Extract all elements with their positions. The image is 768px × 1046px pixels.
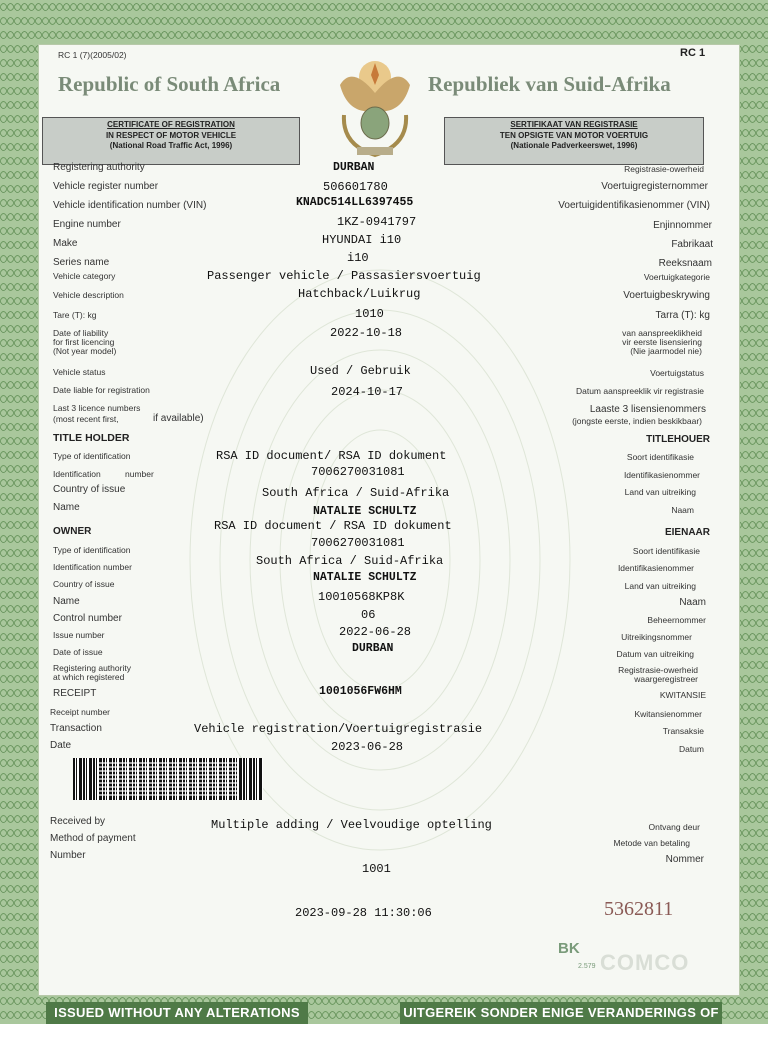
label-af-issue: Uitreikingsnommer xyxy=(621,632,692,642)
label-af-transaction: Transaksie xyxy=(662,726,704,736)
value-series: i10 xyxy=(347,251,369,265)
label-last3: Last 3 licence numbers xyxy=(53,403,141,413)
value-status: Used / Gebruik xyxy=(310,364,411,378)
value-ow-idnum: 7006270031081 xyxy=(311,536,405,550)
label-af-date-issue: Datum van uitreiking xyxy=(616,649,694,659)
label-af-number: Nommer xyxy=(665,854,704,865)
label-af-engine: Enjinnommer xyxy=(653,220,712,231)
label-category: Vehicle category xyxy=(53,271,116,281)
label-th-type: Type of identification xyxy=(53,451,131,461)
certificate-title-box-af xyxy=(444,117,704,165)
value-ow-country: South Africa / Suid-Afrika xyxy=(256,554,444,568)
value-register-number: 506601780 xyxy=(323,180,388,194)
value-number: 1001 xyxy=(362,862,391,876)
label-make: Make xyxy=(53,238,78,249)
label-vin: Vehicle identification number (VIN) xyxy=(53,200,207,211)
value-make: HYUNDAI i10 xyxy=(322,233,402,247)
label-receipt: RECEIPT xyxy=(53,688,97,699)
label-af-received-by: Ontvang deur xyxy=(648,822,700,832)
label-af-liability-3: (Nie jaarmodel nie) xyxy=(630,346,702,356)
label-af-th-type: Soort identifikasie xyxy=(626,452,694,462)
label-register-number: Vehicle register number xyxy=(53,181,159,192)
bk-stamp-code: 2.579 xyxy=(578,963,596,970)
label-af-make: Fabrikaat xyxy=(671,239,713,250)
label-af-liability-1: van aanspreeklikheid xyxy=(622,328,702,338)
footer-english: ISSUED WITHOUT ANY ALTERATIONS OR ERASURES xyxy=(46,1002,308,1024)
label-af-method: Metode van betaling xyxy=(613,838,690,848)
label-af-date: Datum xyxy=(678,744,704,754)
label-af-reg-auth-2: waargeregistreer xyxy=(634,674,698,684)
value-th-idnum: 7006270031081 xyxy=(311,465,405,479)
label-reg-auth-2: at which registered xyxy=(53,672,125,682)
label-th-idnum: Identification xyxy=(53,469,101,479)
label-af-liability xyxy=(622,329,702,356)
label-description: Vehicle description xyxy=(53,290,124,300)
cert-line-1: CERTIFICATE OF REGISTRATION xyxy=(107,120,235,129)
label-liability-2: for first licencing xyxy=(53,337,115,347)
footer-afrikaans: UITGEREIK SONDER ENIGE VERANDERINGS OF UITKRAPPINGS xyxy=(400,1002,722,1024)
label-liability-3: (Not year model) xyxy=(53,346,117,356)
value-engine: 1KZ-0941797 xyxy=(337,215,417,229)
label-af-ow-type: Soort identifikasie xyxy=(632,546,700,556)
label-af-series: Reeksnaam xyxy=(658,258,712,269)
label-transaction: Transaction xyxy=(50,723,102,734)
value-registering-authority: DURBAN xyxy=(333,161,375,174)
bk-stamp: BK xyxy=(558,940,580,957)
form-code-right: RC 1 xyxy=(680,47,706,59)
cert-line-3-af: (Nationale Padverkeerswet, 1996) xyxy=(510,141,638,150)
label-receipt-number: Receipt number xyxy=(50,707,111,717)
value-timestamp: 2023-09-28 11:30:06 xyxy=(295,906,432,920)
label-th-idnum-2: number xyxy=(125,469,154,479)
label-af-tare: Tarra (T): kg xyxy=(655,310,710,321)
label-af-liability-2: vir eerste lisensiering xyxy=(622,337,702,347)
label-last3-note-2: if available) xyxy=(153,413,204,424)
value-issue: 06 xyxy=(361,608,376,622)
cert-line-3: (National Road Traffic Act, 1996) xyxy=(109,141,233,150)
label-th-name: Name xyxy=(53,502,80,513)
label-af-category: Voertuigkategorie xyxy=(643,272,710,282)
watermark: COMCO xyxy=(600,950,690,975)
value-ow-type: RSA ID document / RSA ID dokument xyxy=(214,519,452,533)
value-th-country: South Africa / Suid-Afrika xyxy=(262,486,450,500)
label-control: Control number xyxy=(53,613,122,624)
label-af-th-name: Naam xyxy=(671,505,694,515)
serial-number: 5362811 xyxy=(604,898,674,920)
value-vin: KNADC514LL6397455 xyxy=(296,196,414,209)
value-date-issue: 2022-06-28 xyxy=(339,625,412,639)
label-received-by: Received by xyxy=(50,816,106,827)
value-control: 10010568KP8K xyxy=(318,590,405,604)
label-owner: OWNER xyxy=(53,526,92,537)
cert-line-2: IN RESPECT OF MOTOR VEHICLE xyxy=(105,130,237,140)
label-af-date-liable: Datum aanspreeklik vir registrasie xyxy=(575,386,704,396)
label-af-reg-auth xyxy=(618,666,698,684)
title-english: Republic of South Africa xyxy=(58,72,281,96)
label-liability-1: Date of liability xyxy=(53,328,109,338)
value-th-type: RSA ID document/ RSA ID dokument xyxy=(216,449,447,463)
label-ow-country: Country of issue xyxy=(53,579,115,589)
certificate-title-box-en xyxy=(42,117,300,165)
label-af-ow-idnum: Identifikasienommer xyxy=(617,563,694,573)
label-series: Series name xyxy=(53,257,110,268)
label-af-description: Voertuigbeskrywing xyxy=(623,290,710,301)
value-ow-name: NATALIE SCHULTZ xyxy=(313,571,417,584)
value-date: 2023-06-28 xyxy=(331,740,404,754)
label-af-registering-authority: Registrasie-owerheid xyxy=(624,164,704,174)
value-category: Passenger vehicle / Passasiersvoertuig xyxy=(207,269,481,283)
title-afrikaans: Republiek van Suid-Afrika xyxy=(428,72,671,96)
label-af-ow-country: Land van uitreiking xyxy=(624,581,696,591)
label-issue: Issue number xyxy=(53,630,105,640)
value-date-liable: 2024-10-17 xyxy=(331,385,404,399)
label-date-liable: Date liable for registration xyxy=(53,385,150,395)
label-date: Date xyxy=(50,740,72,751)
label-af-last3: Laaste 3 lisensienommers xyxy=(589,404,706,415)
label-af-owner: EIENAAR xyxy=(664,527,710,538)
label-af-status: Voertuigstatus xyxy=(650,368,704,378)
label-af-control: Beheernommer xyxy=(647,615,706,625)
label-af-last3-note: (jongste eerste, indien beskikbaar) xyxy=(572,416,702,426)
label-th-country: Country of issue xyxy=(53,484,126,495)
barcode xyxy=(73,758,263,800)
label-title-holder: TITLE HOLDER xyxy=(53,432,130,444)
label-tare: Tare (T): kg xyxy=(53,310,97,320)
value-description: Hatchback/Luikrug xyxy=(298,287,421,301)
label-af-register-number: Voertuigregisternommer xyxy=(601,181,708,192)
value-tare: 1010 xyxy=(355,307,384,321)
label-liability xyxy=(53,329,116,356)
value-receipt-number: 1001056FW6HM xyxy=(319,685,402,698)
cert-line-2-af: TEN OPSIGTE VAN MOTOR VOERTUIG xyxy=(499,130,649,140)
label-last3-note: (most recent first, xyxy=(53,414,119,424)
label-af-th-idnum: Identifikasienommer xyxy=(623,470,700,480)
label-date-issue: Date of issue xyxy=(53,647,103,657)
form-code: RC 1 (7)(2005/02) xyxy=(58,50,127,60)
label-af-th-country: Land van uitreiking xyxy=(624,487,696,497)
label-method: Method of payment xyxy=(50,833,136,844)
value-method: Multiple adding / Veelvoudige optelling xyxy=(211,818,492,832)
label-ow-type: Type of identification xyxy=(53,545,131,555)
label-reg-auth xyxy=(53,664,131,682)
label-registering-authority: Registering authority xyxy=(53,162,145,173)
label-af-receipt: KWITANSIE xyxy=(659,690,706,700)
label-af-receipt-number: Kwitansienommer xyxy=(634,709,702,719)
label-reg-auth-1: Registering authority xyxy=(53,663,131,673)
label-af-reg-auth-1: Registrasie-owerheid xyxy=(618,665,698,675)
label-number: Number xyxy=(50,850,86,861)
value-liability-date: 2022-10-18 xyxy=(330,326,403,340)
label-engine: Engine number xyxy=(53,219,121,230)
label-status: Vehicle status xyxy=(53,367,106,377)
label-af-ow-name: Naam xyxy=(679,597,706,608)
value-th-name: NATALIE SCHULTZ xyxy=(313,505,417,518)
label-ow-name: Name xyxy=(53,596,80,607)
coat-of-arms-emblem xyxy=(332,55,418,161)
label-ow-idnum: Identification number xyxy=(53,562,132,572)
label-af-vin: Voertuigidentifikasienommer (VIN) xyxy=(558,200,710,211)
label-af-title-holder: TITLEHOUER xyxy=(646,434,710,445)
value-reg-auth: DURBAN xyxy=(352,642,394,655)
value-transaction: Vehicle registration/Voertuigregistrasie xyxy=(194,722,483,736)
cert-line-1-af: SERTIFIKAAT VAN REGISTRASIE xyxy=(510,120,638,129)
